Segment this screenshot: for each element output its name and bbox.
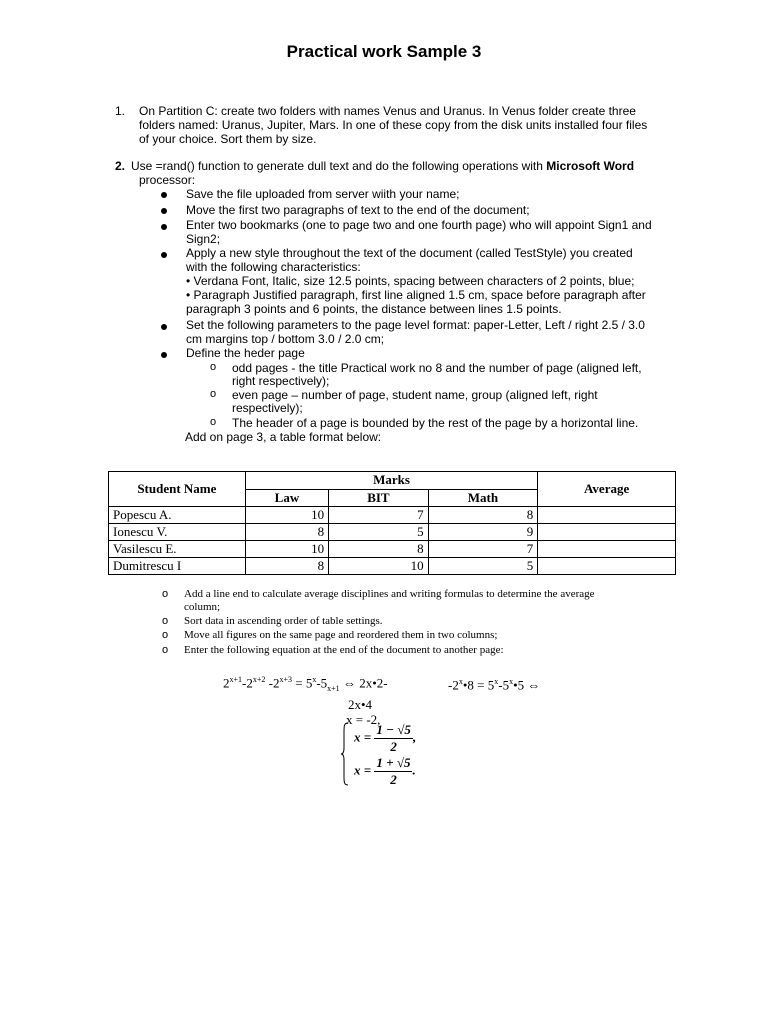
item-1-line-2: folders named: Uranus, Jupiter, Mars. In one of these copy from the disk units installed four files [139,118,648,132]
equation-line-1-right [448,677,540,693]
cell-math: 5 [428,558,538,575]
cell-law: 8 [245,524,328,541]
sub-bullet-3: The header of a page is bounded by the rest of the page by a horizontal line. [232,416,639,430]
table-row [109,507,676,524]
bullet-dot [161,252,167,258]
task-3: Move all figures on the same page and reordered them in two columns; [184,629,498,641]
bullet-dot [161,352,167,358]
eq-part: x = [354,729,372,745]
eq-exp: x+3 [279,675,292,684]
item-2-intro-bold: Microsoft Word [546,159,635,173]
sub-bullet-2-line-2: respectively); [232,401,303,415]
add-table-line: Add on page 3, a table format below: [185,430,382,444]
header-marks: Marks [245,472,538,490]
denominator: 2 [390,739,397,754]
equation-line-3: x = -2, [346,712,381,727]
bullet-6: Define the heder page [186,346,305,360]
item-2-number: 2. [115,159,126,173]
item-2-intro [131,159,686,174]
eq-part: 2x•2- [355,675,388,691]
eq-exp: x [312,675,317,684]
item-1-line-3: of your choice. Sort them by size. [139,132,317,146]
equation-line-2: 2x•4 [348,697,373,712]
bullet-dot [161,324,167,330]
equivalence-arrow: ⇔ [342,675,356,691]
bullet-dot [161,224,167,230]
eq-part: -5 [498,677,510,693]
bullet-4-line-5: paragraph 3 points and 6 points, the distance between lines 1.5 points. [186,302,562,316]
eq-part: -2 [265,675,280,691]
sub-bullet-marker: o [210,388,217,400]
sub-bullet-marker: o [210,416,217,428]
task-2: Sort data in ascending order of table settings. [184,615,383,627]
bullet-2: Move the first two paragraphs of text to the end of the document; [186,203,530,217]
cell-name: Ionescu V. [109,524,246,541]
item-2-intro-cont: processor: [139,173,196,187]
numerator: 1 − √5 [376,722,411,737]
eq-exp: x [458,677,463,686]
page-title: Practical work Sample 3 [286,42,482,61]
cell-bit: 7 [329,507,429,524]
eq-part: x = [354,762,372,778]
header-bit: BIT [329,489,429,507]
eq-part: 2 [223,675,230,691]
cell-math: 9 [428,524,538,541]
table-row [109,524,676,541]
task-1-line-1: Add a line end to calculate average disciplines and writing formulas to determine the average [184,588,595,600]
eq-exp: x [494,677,499,686]
bullet-3-line-2: Sign2; [186,232,221,246]
table-row [109,558,676,575]
bullet-3-line-1: Enter two bookmarks (one to page two and one fourth page) who will appoint Sign1 and [186,218,652,232]
cell-math: 8 [428,507,538,524]
cell-bit: 8 [329,541,429,558]
numerator: 1 + √5 [376,755,411,770]
header-math: Math [428,489,538,507]
cell-law: 10 [245,507,328,524]
cell-law: 8 [245,558,328,575]
cell-average [538,524,676,541]
denominator: 2 [390,772,397,787]
cell-name: Popescu A. [109,507,246,524]
cell-average [538,541,676,558]
eq-exp: x [509,677,514,686]
eq-part: •8 = 5 [462,677,495,693]
bullet-1: Save the file uploaded from server wiith your name; [186,187,460,201]
fraction [374,722,413,755]
solution-2: x = $\frac{1 + √5}{2}$ . [354,755,416,787]
system-brace [341,722,349,786]
bullet-4-line-4: • Paragraph Justified paragraph, first line aligned 1.5 cm, space before paragraph after [186,288,646,302]
marks-table [108,471,676,575]
solution-1: x = $\frac{1 - √5}{2}$ , [354,722,417,754]
eq-part: -2 [448,677,459,693]
task-marker: o [162,588,169,600]
equation-line-1 [223,675,388,693]
eq-part: -5 [316,675,328,691]
task-4: Enter the following equation at the end of the document to another page: [184,644,504,656]
cell-law: 10 [245,541,328,558]
cell-name: Dumitrescu I [109,558,246,575]
cell-bit: 5 [329,524,429,541]
bullet-5-line-1: Set the following parameters to the page level format: paper-Letter, Left / right 2.5 / 3.0 [186,318,645,332]
bullet-dot [161,192,167,198]
header-student-name: Student Name [109,472,246,507]
cell-math: 7 [428,541,538,558]
header-law: Law [245,489,328,507]
cell-average [538,507,676,524]
eq-part: -2 [242,675,253,691]
bullet-5-line-2: cm margins top / bottom 3.0 / 2.0 cm; [186,332,385,346]
eq-part: •5 ⇔ [513,677,541,693]
sub-bullet-marker: o [210,361,217,373]
task-marker: o [162,629,169,641]
sub-bullet-1-line-1: odd pages - the title Practical work no 8 and the number of page (aligned left, [232,361,642,375]
cell-bit: 10 [329,558,429,575]
cell-average [538,558,676,575]
cell-name: Vasilescu E. [109,541,246,558]
item-1-number: 1. [115,104,126,118]
eq-exp: x+2 [252,675,266,684]
task-marker: o [162,644,169,656]
header-average: Average [538,472,676,507]
sub-bullet-2-line-1: even page – number of page, student name, group (aligned left, right [232,388,598,402]
bullet-4-line-2: with the following characteristics: [186,260,361,274]
bullet-4-line-3: • Verdana Font, Italic, size 12.5 points, spacing between characters of 2 points, blue; [186,274,635,288]
eq-sub: x+1 [327,683,340,693]
task-1-line-2: column; [184,601,221,613]
sub-bullet-1-line-2: right respectively); [232,374,330,388]
table-row [109,541,676,558]
eq-part: = 5 [291,675,313,691]
task-marker: o [162,615,169,627]
bullet-dot [161,208,167,214]
fraction [374,755,412,788]
item-1-line-1: On Partition C: create two folders with names Venus and Uranus. In Venus folder create three [139,104,636,118]
eq-exp: x+1 [229,675,243,684]
bullet-4-line-1: Apply a new style throughout the text of the document (called TestStyle) you created [186,246,633,260]
item-2-intro-text: Use =rand() function to generate dull text and do the following operations with [131,159,547,173]
